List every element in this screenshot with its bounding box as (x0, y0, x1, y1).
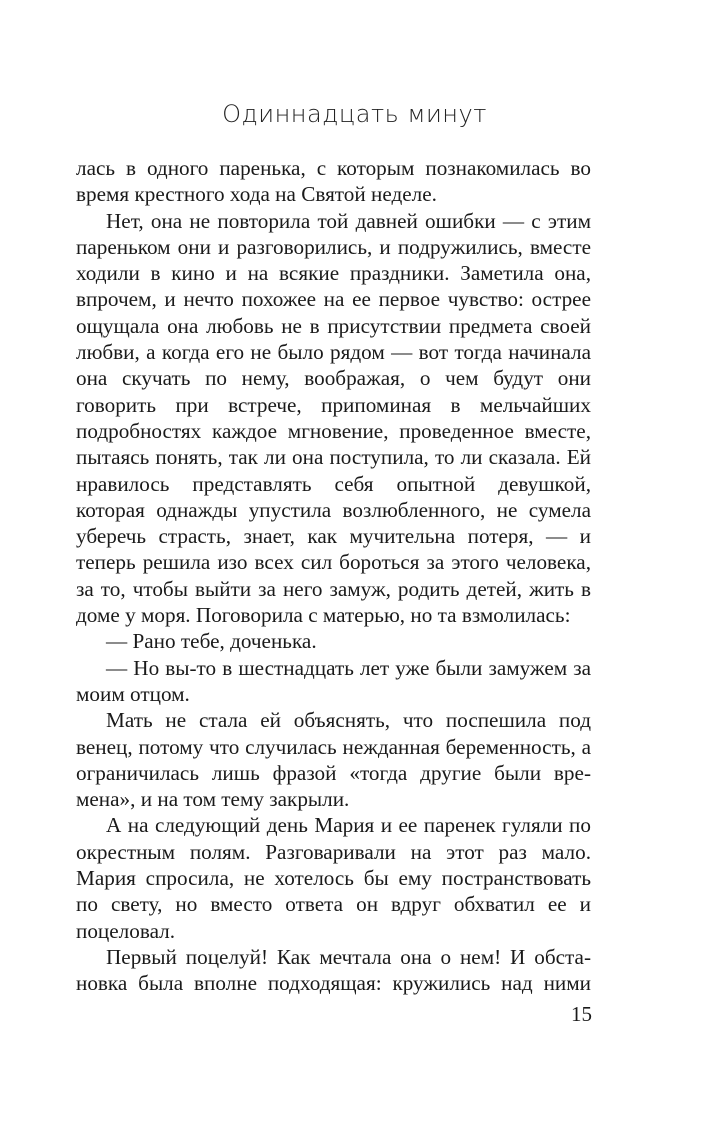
dialog-line-2: — Но вы-то в шестнадцать лет уже были замужем за моим отцом. (76, 655, 591, 706)
paragraph-1: лась в одного паренька, с которым познакомилась во время крестного хода на Святой неделе. (76, 156, 591, 207)
page-number: 15 (571, 1002, 592, 1026)
paragraph-2: Нет, она не повторила той давней ошибки — с этим пареньком они и разговорились, и подружились, вместе ходили в кино и на всякие праздники. Заметила она, впрочем, и нечто похожее на ее первое чувство: острее ощущала она любовь не в присутствии предмета своей любви, а когда его не было рядом — вот тогда начинала она скучать по нему, воображая, о чем будут они говорить при встрече, припоминая в мельчайших подробностях каждое мгновение, проведенное вместе, пытаясь понять, так ли она поступила, то ли сказала. Ей нравилось представлять себя опытной девушкой, которая однажды упустила возлюбленного, не сумела уберечь страсть, знает, как мучительна потеря, — и теперь решила изо всех сил бороться за этого человека, за то, чтобы выйти за него замуж, родить детей, жить в доме у моря. Поговорила с матерью, но та взмолилась: (76, 208, 591, 628)
paragraph-3: Мать не стала ей объяснять, что поспешила под венец, потому что случилась нежданная беременность, а ограничилась лишь фразой «тогда другие были времена», и на том тему закрыли. (76, 708, 591, 812)
dialog-line-1: — Рано тебе, доченька. (106, 629, 317, 654)
running-head: Одиннадцать минут (222, 100, 487, 128)
body-text (76, 155, 591, 997)
paragraph-4: А на следующий день Мария и ее паренек гуляли по окрестным полям. Разговаривали на этот раз мало. Мария спросила, не хотелось бы ему постранствовать по свету, но вместо ответа он вдруг обхватил ее и поцеловал. (76, 813, 591, 943)
paragraph-5: Первый поцелуй! Как мечтала она о нем! И обстановка была вполне подходящая: кружились над ними (76, 944, 591, 996)
